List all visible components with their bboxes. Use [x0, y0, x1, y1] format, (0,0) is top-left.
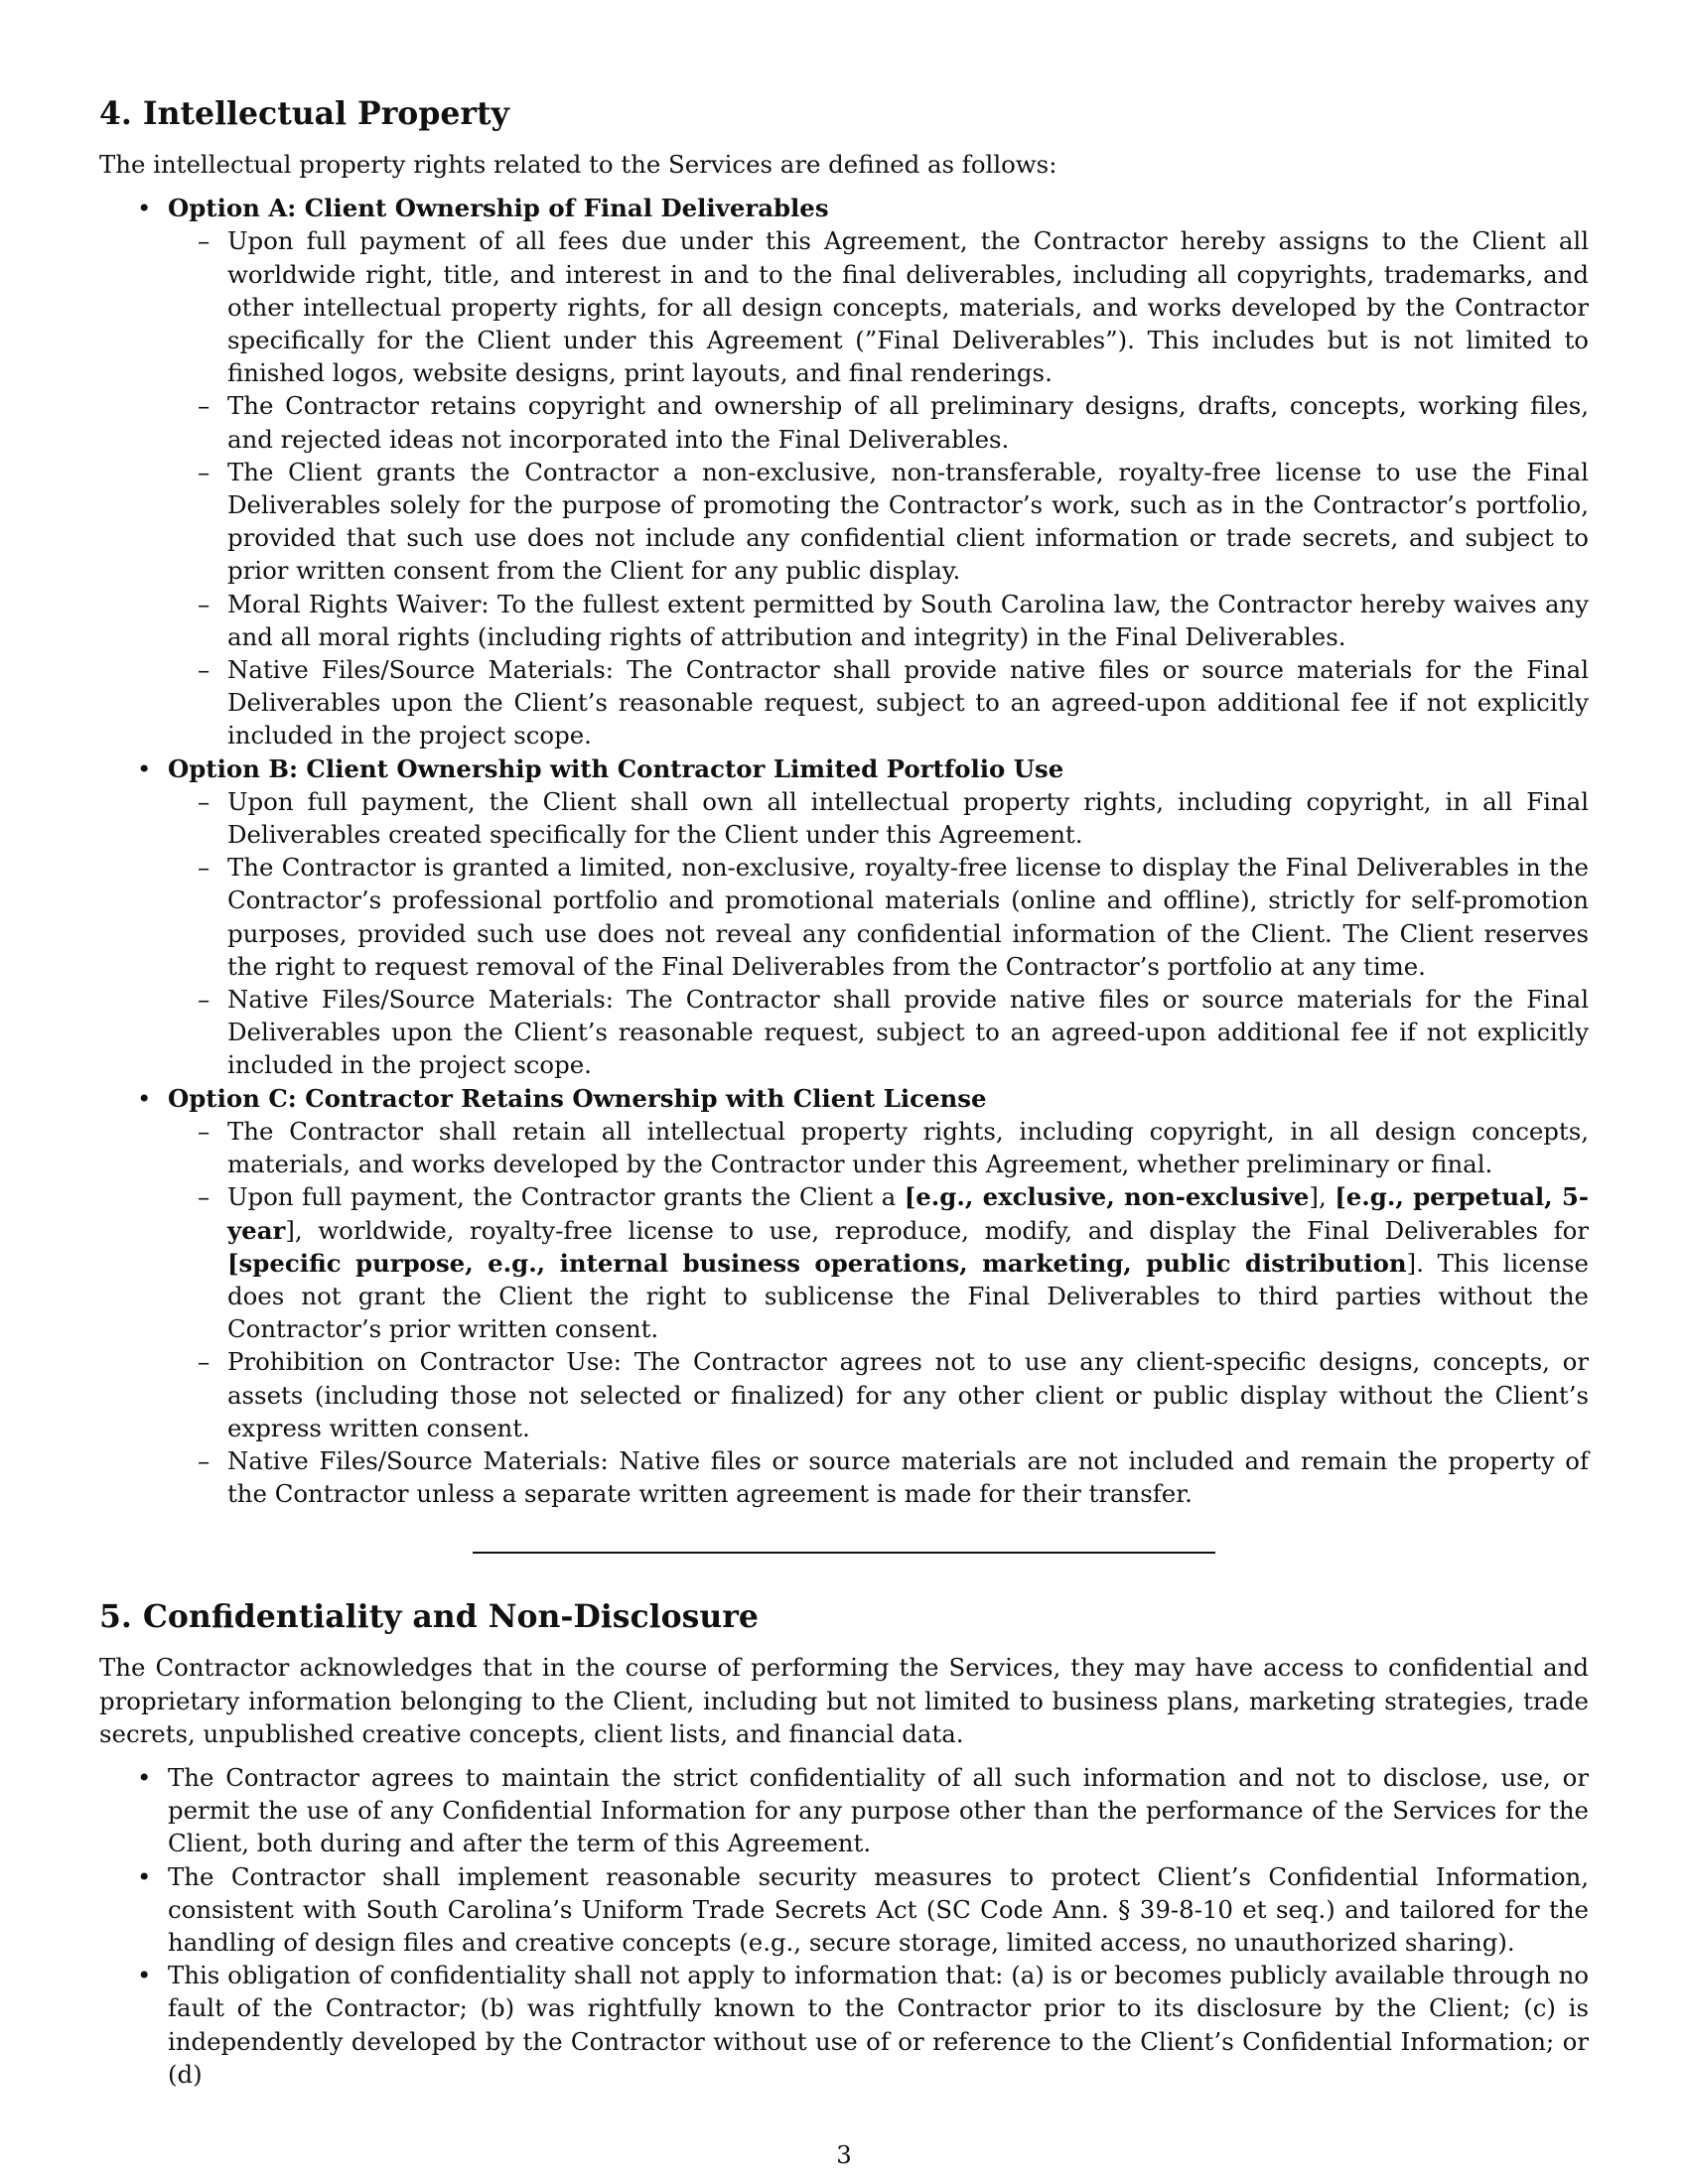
- option-c-title: Option C: Contractor Retains Ownership with Client License: [168, 1083, 987, 1113]
- dash-icon: –: [198, 1445, 211, 1475]
- option-b-items: [168, 785, 1589, 1082]
- option-a-items: [168, 224, 1589, 751]
- dash-icon: –: [198, 457, 211, 486]
- list-item: – The Contractor shall retain all intellectual property rights, including copyright, in all design concepts, materials, and works developed by the Contractor under this Agreement, whether preliminary or final.: [198, 1116, 1589, 1179]
- dash-icon: –: [198, 786, 211, 816]
- page-number: 3: [836, 2140, 852, 2169]
- option-c: [99, 1082, 1589, 1511]
- list-item: • The Contractor shall implement reasonable security measures to protect Client’s Confidential Information, consistent with South Carolina’s Uniform Trade Secrets Act (SC Code Ann. § 39-8-10 et seq.) and tailored for the handling of design files and creative concepts (e.g., secure storage, limited access, no unauthorized sharing).: [137, 1861, 1589, 1957]
- ip-options-list: [99, 192, 1589, 1510]
- license-terms-text: Upon full payment, the Contractor grants the Client a [e.g., exclusive, non-exclusive], [e.g., perpetual, 5-year], worldwide, royalty-free license to use, reproduce, modify, and display the Final Deliverables for [specific purpose, e.g., internal business operations, marketing, public distribution]. This license does not grant the Client the right to sublicense the Final Deliverables to third parties without the Contractor’s prior written consent.: [227, 1182, 1589, 1344]
- bullet-icon: •: [137, 1961, 152, 1990]
- bullet-icon: •: [137, 753, 152, 783]
- list-item: [168, 1180, 1589, 1345]
- license-exclusivity-placeholder: [e.g., exclusive, non-exclusive: [904, 1182, 1310, 1212]
- option-a: [99, 192, 1589, 751]
- option-b: [99, 752, 1589, 1082]
- list-item: – Native Files/Source Materials: Native files or source materials are not included and remain the property of the Contractor unless a separate written agreement is made for their transfer.: [198, 1445, 1589, 1509]
- section-5: [99, 1597, 1589, 2091]
- list-item: – Native Files/Source Materials: The Contractor shall provide native files or source materials for the Final Deliverables upon the Client’s reasonable request, subject to an agreed-upon additional fee if not explicitly included in the project scope.: [198, 985, 1589, 1080]
- dash-icon: –: [198, 589, 211, 618]
- dash-icon: –: [198, 226, 211, 256]
- section-4-intro: The intellectual property rights related to the Services are defined as follows:: [99, 150, 1057, 179]
- list-item: – Upon full payment of all fees due under this Agreement, the Contractor hereby assigns to the Client all worldwide right, title, and interest in and to the final deliverables, including all copyrights, trademarks, and other intellectual property rights, for all design concepts, materials, and works developed by the Contractor specifically for the Client under this Agreement (”Final Deliverables”). This includes but is not limited to finished logos, website designs, print layouts, and final renderings.: [198, 226, 1589, 388]
- option-b-title: Option B: Client Ownership with Contractor Limited Portfolio Use: [168, 753, 1064, 783]
- section-4-heading: 4. Intellectual Property: [99, 95, 509, 132]
- dash-icon: –: [198, 985, 211, 1015]
- list-item: – Prohibition on Contractor Use: The Contractor agrees not to use any client-specific designs, concepts, or assets (including those not selected or finalized) for any other client or public display without the Client’s express written consent.: [198, 1347, 1589, 1442]
- bullet-icon: •: [137, 194, 152, 223]
- option-a-title: Option A: Client Ownership of Final Deliverables: [168, 194, 829, 223]
- section-5-intro: The Contractor acknowledges that in the course of performing the Services, they may have access to confidential and proprietary information belonging to the Client, including but not limited to business plans, marketing strategies, trade secrets, unpublished creative concepts, client lists, and financial data.: [99, 1653, 1589, 1748]
- bullet-icon: •: [137, 1083, 152, 1113]
- list-item: – The Contractor retains copyright and ownership of all preliminary designs, drafts, concepts, working files, and rejected ideas not incorporated into the Final Deliverables.: [198, 391, 1589, 454]
- list-item: – The Contractor is granted a limited, non-exclusive, royalty-free license to display the Final Deliverables in the Contractor’s professional portfolio and promotional materials (online and offline), strictly for self-promotion purposes, provided such use does not reveal any confidential information of the Client. The Client reserves the right to request removal of the Final Deliverables from the Contractor’s portfolio at any time.: [198, 853, 1589, 981]
- option-c-items: [168, 1115, 1589, 1510]
- list-item: • The Contractor agrees to maintain the strict confidentiality of all such information and not to disclose, use, or permit the use of any Confidential Information for any purpose other than the performance of the Services for the Client, both during and after the term of this Agreement.: [137, 1762, 1589, 1858]
- section-5-heading: 5. Confidentiality and Non-Disclosure: [99, 1598, 759, 1636]
- dash-icon: –: [198, 1182, 211, 1212]
- dash-icon: –: [198, 853, 211, 883]
- list-item: – Moral Rights Waiver: To the fullest extent permitted by South Carolina law, the Contractor hereby waives any and all moral rights (including rights of attribution and integrity) in the Final Deliverables.: [198, 589, 1589, 651]
- list-item: • This obligation of confidentiality shall not apply to information that: (a) is or becomes publicly available through no fault of the Contractor; (b) was rightfully known to the Contractor prior to its disclosure by the Client; (c) is independently developed by the Contractor without use of or reference to the Client’s Confidential Information; or (d): [137, 1961, 1589, 2089]
- section-divider: [473, 1552, 1215, 1554]
- license-term-placeholder: [e.g., perpetual, 5-year: [227, 1182, 1589, 1245]
- list-item: – Upon full payment, the Client shall own all intellectual property rights, including copyright, in all Final Deliverables created specifically for the Client under this Agreement.: [198, 786, 1589, 850]
- dash-icon: –: [198, 1347, 211, 1377]
- list-item: – Native Files/Source Materials: The Contractor shall provide native files or source materials for the Final Deliverables upon the Client’s reasonable request, subject to an agreed-upon additional fee if not explicitly included in the project scope.: [198, 655, 1589, 751]
- dash-icon: –: [198, 655, 211, 685]
- list-item: – The Client grants the Contractor a non-exclusive, non-transferable, royalty-free license to use the Final Deliverables solely for the purpose of promoting the Contractor’s work, such as in the Contractor’s portfolio, provided that such use does not include any confidential client information or trade secrets, and subject to prior written consent from the Client for any public display.: [198, 457, 1589, 586]
- bullet-icon: •: [137, 1861, 152, 1891]
- license-purpose-placeholder: [specific purpose, e.g., internal business operations, marketing, public distribution: [227, 1248, 1407, 1278]
- dash-icon: –: [198, 391, 211, 421]
- dash-icon: –: [198, 1116, 211, 1146]
- confidentiality-list: [99, 1761, 1589, 2091]
- bullet-icon: •: [137, 1762, 152, 1792]
- document-page: [99, 94, 1589, 2091]
